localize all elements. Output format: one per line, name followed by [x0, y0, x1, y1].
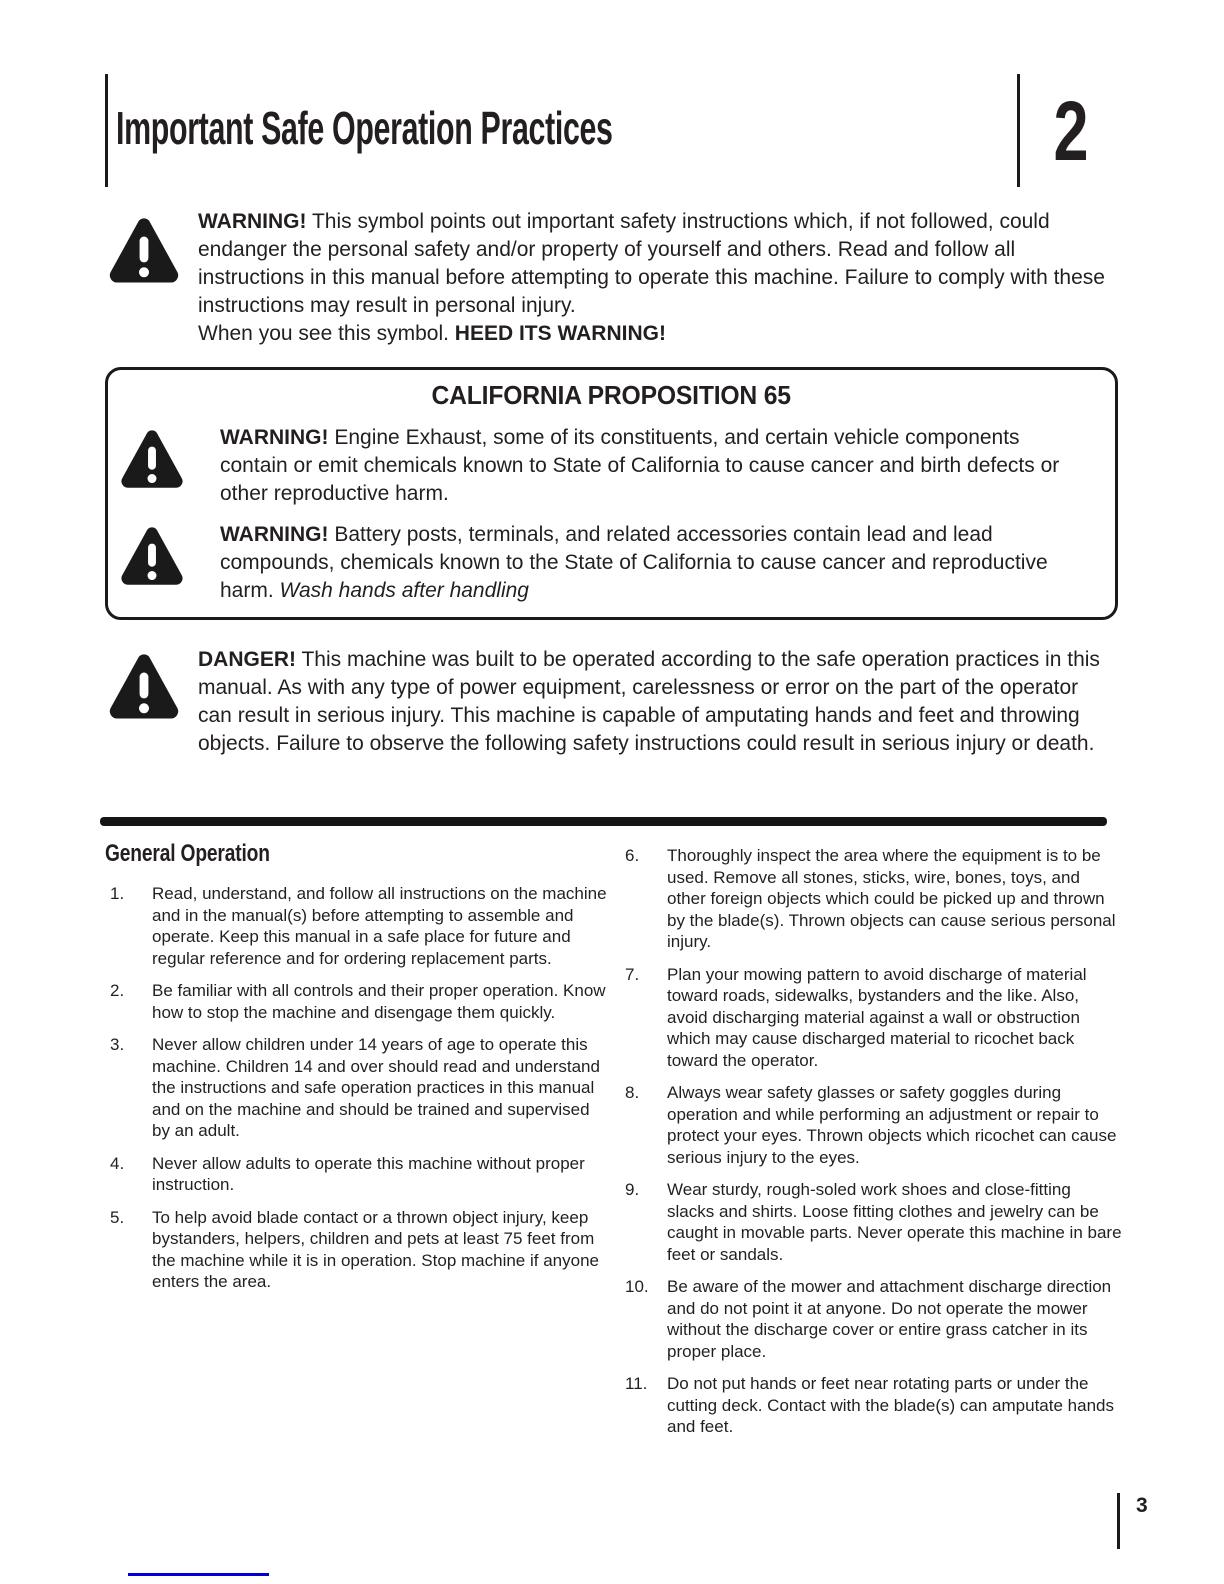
general-operation-heading: General Operation — [105, 840, 270, 867]
warning-triangle-icon — [118, 521, 186, 605]
list-item — [620, 1373, 1122, 1438]
prop65-box — [105, 367, 1118, 620]
warning-triangle-icon — [118, 424, 186, 508]
prop65-warning-text: WARNING! Battery posts, terminals, and related accessories contain lead and lead compounds, chemicals known to the State of California to cause cancer and reproductive harm. Wash hands after handling — [220, 523, 1048, 602]
intro-warning-text — [198, 208, 1114, 348]
prop65-warnings — [108, 424, 1115, 605]
warning-label: WARNING! — [220, 523, 329, 546]
chapter-number: 2 — [1053, 83, 1089, 178]
list-item-text: Wear sturdy, rough-soled work shoes and close-fitting slacks and shirts. Loose fitting clothes and jewelry can be caught in movable parts. Never operate this machine in bare feet or sandals. — [667, 1180, 1122, 1264]
prop65-warning-row — [118, 424, 1103, 508]
warning-label: WARNING! — [198, 210, 307, 233]
danger-body: This machine was built to be operated according to the safe operation practices in this manual. As with any type of power equipment, carelessness or error on the part of the operator can result in serious injury. This machine is capable of amputating hands and feet and throwing objects. Failure to observe the following safety instructions could result in serious injury or death. — [198, 648, 1100, 755]
prop65-title: CALIFORNIA PROPOSITION 65 — [431, 380, 792, 410]
list-item — [105, 1153, 607, 1196]
section-divider — [100, 817, 1107, 826]
list-item-text: Never allow adults to operate this machine without proper instruction. — [152, 1153, 585, 1194]
italic-note: Wash hands after handling — [279, 579, 529, 602]
page-title: Important Safe Operation Practices — [116, 102, 613, 154]
list-item-number: 6. — [625, 846, 640, 865]
list-item-text: Plan your mowing pattern to avoid discharge of material toward roads, sidewalks, bystanders and the like. Also, avoid discharging material against a wall or obstruction which may cause discharged material to ricochet back toward the operator. — [667, 964, 1087, 1070]
list-item-text: Be aware of the mower and attachment discharge direction and do not point it at anyone. Do not operate the mower without the discharge cover or entire grass catcher in its proper place. — [667, 1277, 1112, 1361]
list-item-text: Always wear safety glasses or safety goggles during operation and while performing an adjustment or repair to protect your eyes. Thrown objects which ricochet can cause serious injury to the eyes. — [667, 1083, 1117, 1167]
heed-warning-label: HEED ITS WARNING! — [454, 322, 666, 345]
heed-line: When you see this symbol. HEED ITS WARNING! — [198, 322, 666, 345]
intro-warning-block — [106, 208, 1114, 348]
list-item — [105, 883, 607, 969]
warning-label: WARNING! — [220, 426, 329, 449]
list-item-text: Read, understand, and follow all instructions on the machine and in the manual(s) before attempting to assemble and operate. Keep this manual in a safe place for future and regular reference and for ordering replacement parts. — [152, 884, 607, 968]
general-operation-left-column — [105, 840, 607, 1304]
list-item-number: 3. — [110, 1035, 125, 1054]
list-item-text: Be familiar with all controls and their proper operation. Know how to stop the machine and disengage them quickly. — [152, 981, 606, 1022]
list-item — [105, 980, 607, 1023]
list-item-text: To help avoid blade contact or a thrown object injury, keep bystanders, helpers, children and pets at least 75 feet from the machine while it is in operation. Stop machine if anyone enters the area. — [152, 1207, 599, 1291]
list-item — [105, 1207, 607, 1293]
general-operation-list-right — [620, 845, 1122, 1438]
list-item-number: 4. — [110, 1153, 125, 1173]
warning-triangle-icon — [106, 208, 182, 348]
list-item-text: Never allow children under 14 years of age to operate this machine. Children 14 and over should read and understand the instructions and safe operation practices in this manual and on the machine and should be trained and supervised by an adult. — [152, 1035, 600, 1140]
danger-label: DANGER! — [198, 648, 296, 671]
blue-underline — [128, 1573, 269, 1576]
page-number-rule — [1117, 1493, 1120, 1549]
danger-text — [198, 646, 1110, 758]
list-item-text: Do not put hands or feet near rotating parts or under the cutting deck. Contact with the blade(s) can amputate hands and feet. — [667, 1374, 1114, 1436]
list-item-number: 11. — [625, 1374, 648, 1393]
list-item — [620, 1179, 1122, 1265]
list-item — [620, 1082, 1122, 1168]
general-operation-right-column — [620, 845, 1122, 1449]
chapter-rule — [1017, 74, 1020, 187]
header-left-rule — [105, 74, 108, 187]
warning-triangle-icon — [106, 646, 182, 758]
prop65-title-wrap — [108, 380, 1115, 411]
list-item-number: 5. — [110, 1207, 125, 1227]
general-operation-list-left — [105, 883, 607, 1293]
intro-warning-body: This symbol points out important safety instructions which, if not followed, could endanger the personal safety and/or property of yourself and others. Read and follow all instructions in this manual before attempting to operate this machine. Failure to comply with these instructions may result in personal injury. — [198, 210, 1105, 317]
prop65-warning-row — [118, 521, 1103, 605]
list-item — [620, 845, 1122, 953]
list-item-number: 2. — [110, 981, 125, 1000]
list-item-number: 8. — [625, 1083, 640, 1102]
list-item-number: 10. — [625, 1277, 649, 1296]
list-item — [105, 1034, 607, 1142]
list-item-text: Thoroughly inspect the area where the equipment is to be used. Remove all stones, sticks, wire, bones, toys, and other foreign objects which could be picked up and thrown by the blade(s). Thrown objects can cause serious personal injury. — [667, 846, 1116, 951]
list-item — [620, 964, 1122, 1072]
danger-block — [106, 646, 1110, 758]
prop65-warning-text: WARNING! Engine Exhaust, some of its constituents, and certain vehicle components contain or emit chemicals known to State of California to cause cancer and birth defects or other reproductive harm. — [220, 426, 1060, 505]
list-item-number: 1. — [110, 884, 125, 903]
page-number: 3 — [1136, 1494, 1148, 1517]
list-item — [620, 1276, 1122, 1362]
list-item-number: 9. — [625, 1180, 640, 1199]
list-item-number: 7. — [625, 964, 640, 984]
